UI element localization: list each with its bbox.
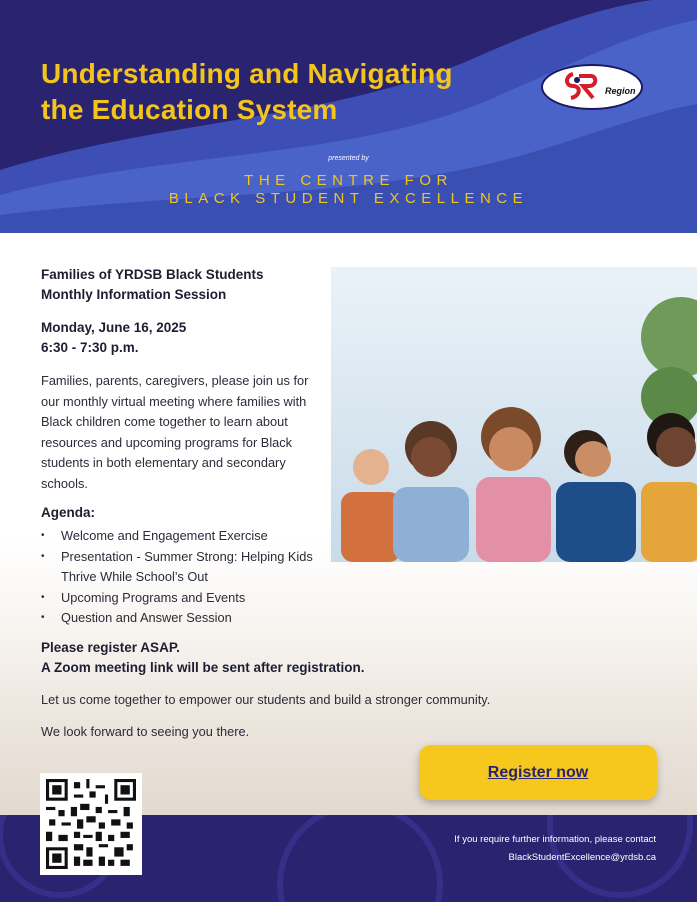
page-title: Understanding and Navigating the Education System — [41, 58, 453, 125]
children-photo — [331, 267, 697, 562]
logo-word: Region — [605, 86, 636, 96]
session-heading: Families of YRDSB Black Students Monthly Information Session — [41, 267, 264, 302]
agenda-item: • Upcoming Programs and Events — [41, 588, 331, 609]
footer-info-text: If you require further information, please contact — [454, 834, 656, 845]
agenda-list — [41, 526, 331, 629]
header-banner — [0, 0, 697, 233]
presented-by: presented by — [328, 155, 369, 162]
region-logo — [541, 64, 643, 110]
footer-email-link[interactable]: BlackStudentExcellence@yrdsb.ca — [508, 852, 656, 863]
event-date-time: Monday, June 16, 2025 6:30 - 7:30 p.m. — [41, 320, 187, 355]
centre-name-line2: BLACK STUDENT EXCELLENCE — [168, 190, 529, 207]
agenda-item: • Question and Answer Session — [41, 608, 331, 629]
register-now-button[interactable]: Register now — [419, 745, 657, 800]
community-message: Let us come together to empower our students and build a stronger community. — [41, 692, 491, 707]
agenda-item: • Presentation - Summer Strong: Helping Kids Thrive While School’s Out — [41, 547, 331, 588]
zoom-link-note: A Zoom meeting link will be sent after registration. — [41, 660, 365, 675]
qr-code[interactable] — [40, 773, 142, 875]
centre-name-line1: THE CENTRE FOR — [244, 172, 453, 189]
agenda-item: • Welcome and Engagement Exercise — [41, 526, 331, 547]
agenda-heading: Agenda: — [41, 505, 95, 520]
qr-code-icon — [46, 779, 136, 869]
event-description: Families, parents, caregivers, please join us for our monthly virtual meeting where families with Black children come together to learn about resources and upcoming programs for Black students in both elementary and secondary schools. — [41, 373, 309, 491]
closing-message: We look forward to seeing you there. — [41, 724, 250, 739]
register-asap-text: Please register ASAP. — [41, 640, 180, 655]
